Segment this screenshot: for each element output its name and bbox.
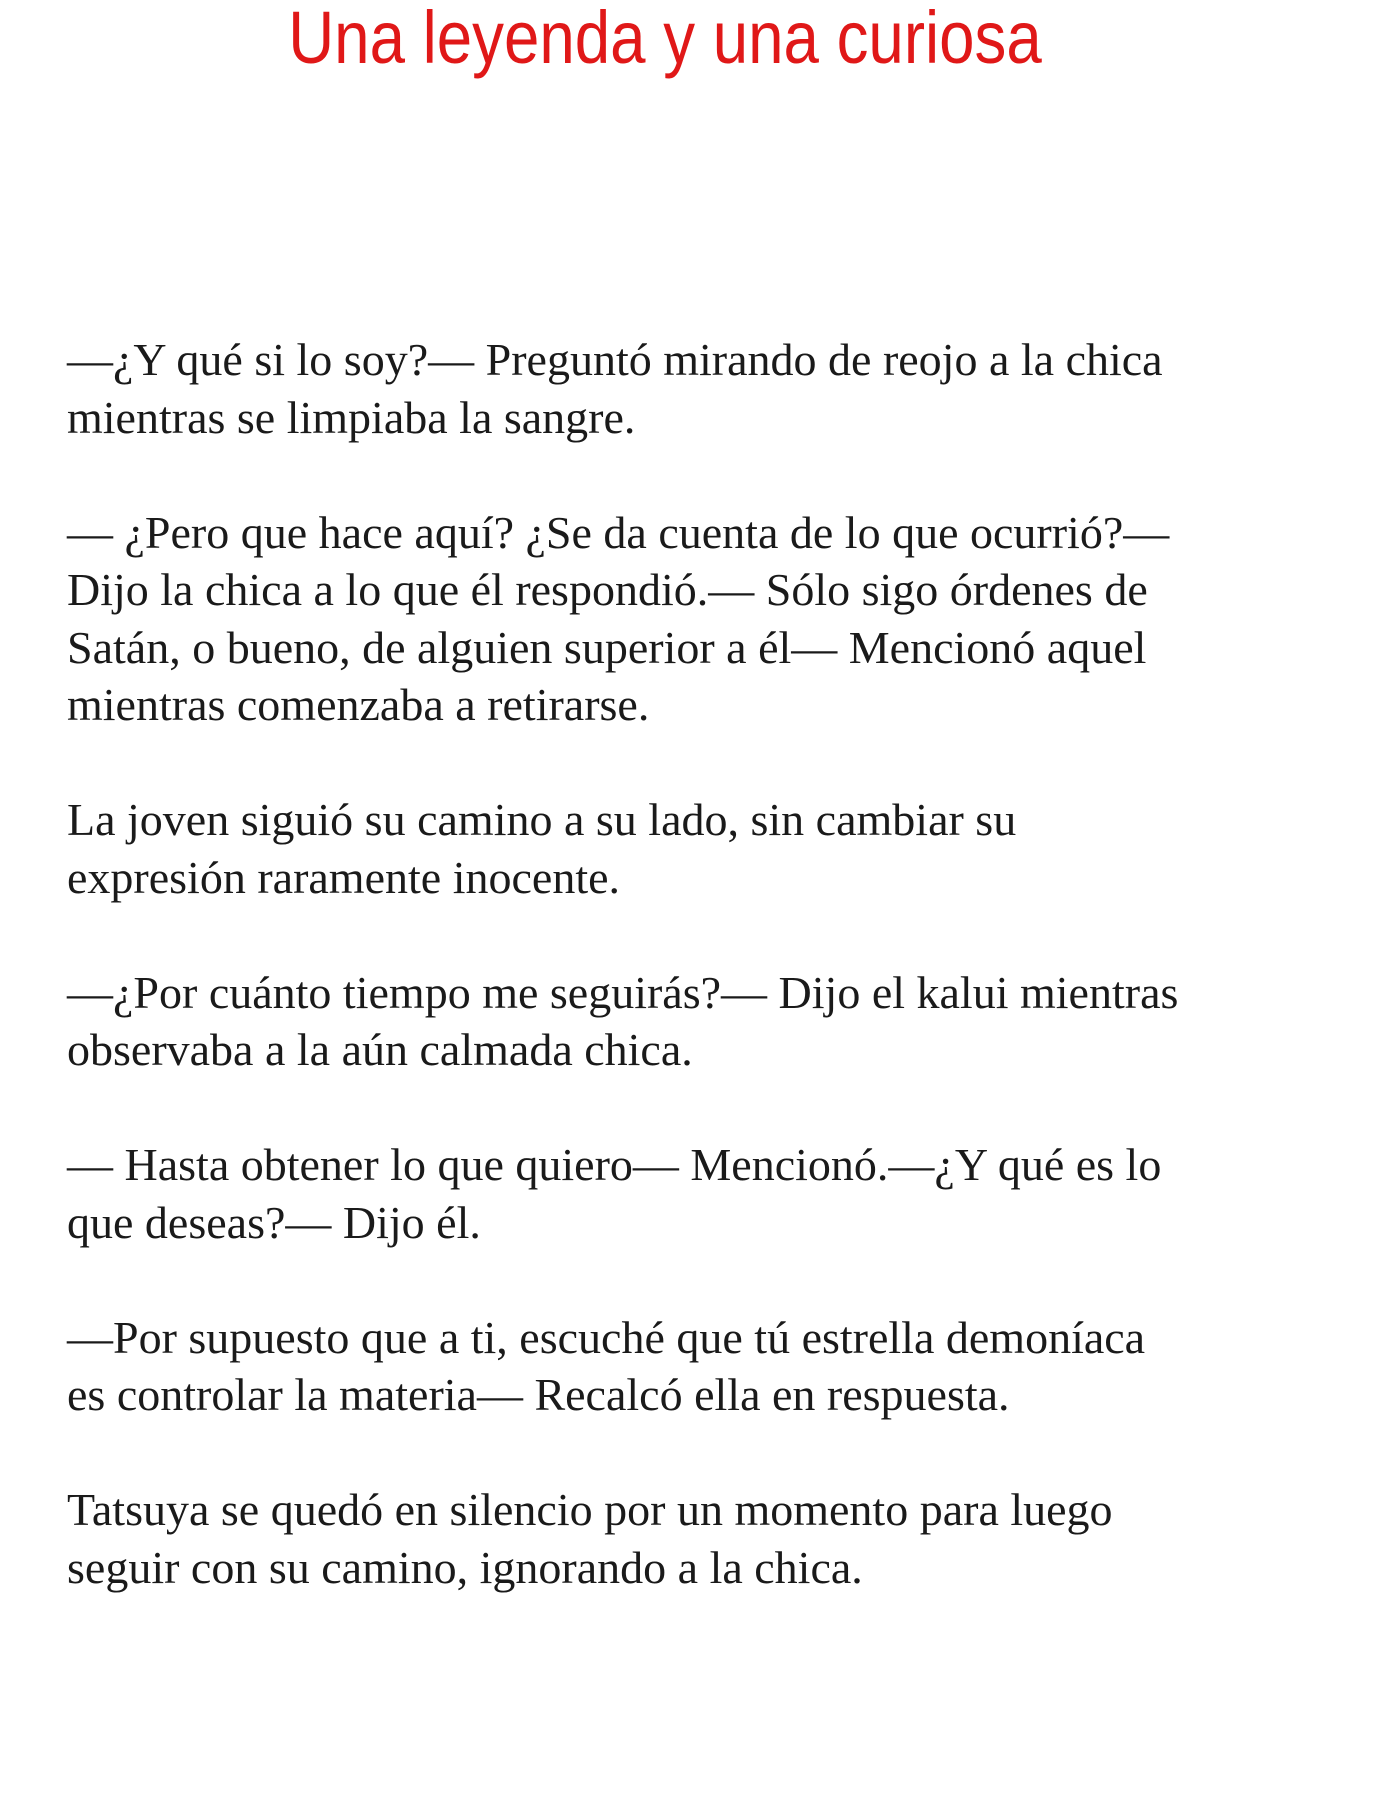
text-line: —¿Por cuánto tiempo me seguirás?— Dijo el kalui mientras [67,966,1179,1018]
text-line: Dijo la chica a lo que él respondió.— Sólo sigo órdenes de [67,564,1148,615]
text-line: — Hasta obtener lo que quiero— Mencionó.—¿Y qué es lo [67,1139,1162,1190]
paragraph-2 [67,504,1307,734]
story-body [67,331,1307,1596]
paragraph-1 [67,331,1307,446]
text-line: Tatsuya se quedó en silencio por un momento para luego [67,1484,1113,1535]
text-line: expresión raramente inocente. [67,851,621,903]
text-line: que deseas?— Dijo él. [67,1196,481,1248]
text-line: Satán, o bueno, de alguien superior a él— Mencionó aquel [67,621,1147,673]
paragraph-7 [67,1481,1307,1596]
chapter-title: Una leyenda y una curiosa [288,0,1042,79]
text-line: —Por supuesto que a ti, escuché que tú estrella demoníaca [67,1311,1146,1363]
text-line: seguir con su camino, ignorando a la chica. [67,1541,863,1593]
paragraph-3 [67,791,1307,906]
text-line: — ¿Pero que hace aquí? ¿Se da cuenta de lo que ocurrió?— [67,506,1170,558]
text-line: mientras comenzaba a retirarse. [67,679,650,730]
text-line: es controlar la materia— Recalcó ella en respuesta. [67,1369,1010,1420]
paragraph-5 [67,1136,1307,1251]
text-line: observaba a la aún calmada chica. [67,1024,693,1075]
text-line: La joven siguió su camino a su lado, sin cambiar su [67,794,1017,845]
text-line: —¿Y qué si lo soy?— Preguntó mirando de reojo a la chica [67,334,1163,385]
text-line: mientras se limpiaba la sangre. [67,391,636,443]
paragraph-6 [67,1309,1307,1424]
paragraph-4 [67,964,1307,1079]
